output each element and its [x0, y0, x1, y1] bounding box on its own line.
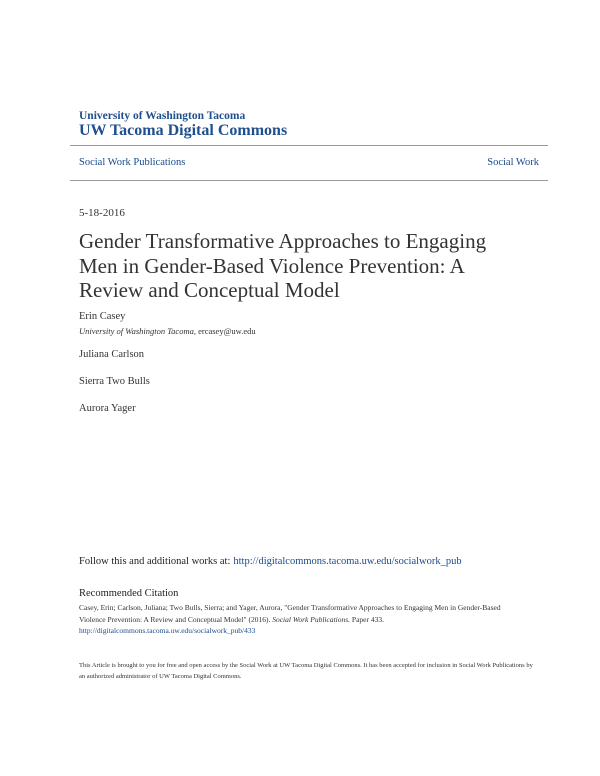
citation-journal: Social Work Publications. [272, 614, 351, 624]
affiliation-text: University of Washington Tacoma [79, 326, 194, 336]
access-notice: This Article is brought to you for free and open access by the Social Work at UW Tacoma Digital Commons. It has been accepted for inclusion in Social Work Publications by an authorized administrator of UW Tacoma Digital Commons. [79, 662, 533, 680]
publication-date: 5-18-2016 [79, 207, 125, 219]
author-name: Aurora Yager [79, 403, 136, 414]
institution-name: University of Washington Tacoma [79, 110, 246, 122]
collection-url-link[interactable]: http://digitalcommons.tacoma.uw.edu/socialwork_pub [233, 556, 462, 567]
citation-paper-number: Paper 433. [351, 614, 384, 624]
social-work-link[interactable]: Social Work [487, 157, 539, 168]
citation-authors-title: Casey, Erin; Carlson, Juliana; Two Bulls, Sierra; and Yager, Aurora, "Gender Transformative Approaches to Engaging Men in Gender-Based Violence Prevention: A Review and Conceptual Model" (2016). [79, 603, 501, 624]
follow-line [79, 556, 462, 567]
author-name: Erin Casey [79, 311, 126, 322]
divider-bottom [70, 180, 548, 181]
author-email: ercasey@uw.edu [198, 326, 256, 336]
follow-text: Follow this and additional works at: [79, 556, 231, 567]
citation-text [79, 602, 524, 637]
article-title: Gender Transformative Approaches to Engaging Men in Gender-Based Violence Prevention: A Review and Conceptual Model [79, 229, 487, 302]
citation-url-link[interactable]: http://digitalcommons.tacoma.uw.edu/socialwork_pub/433 [79, 626, 256, 635]
author-name: Sierra Two Bulls [79, 376, 150, 387]
citation-heading: Recommended Citation [79, 588, 179, 599]
author-affiliation [79, 326, 256, 336]
social-work-publications-link[interactable]: Social Work Publications [79, 157, 186, 168]
divider-top [70, 145, 548, 146]
repository-name: UW Tacoma Digital Commons [79, 122, 288, 139]
author-name: Juliana Carlson [79, 349, 145, 360]
affiliation-comma: , [193, 326, 199, 336]
